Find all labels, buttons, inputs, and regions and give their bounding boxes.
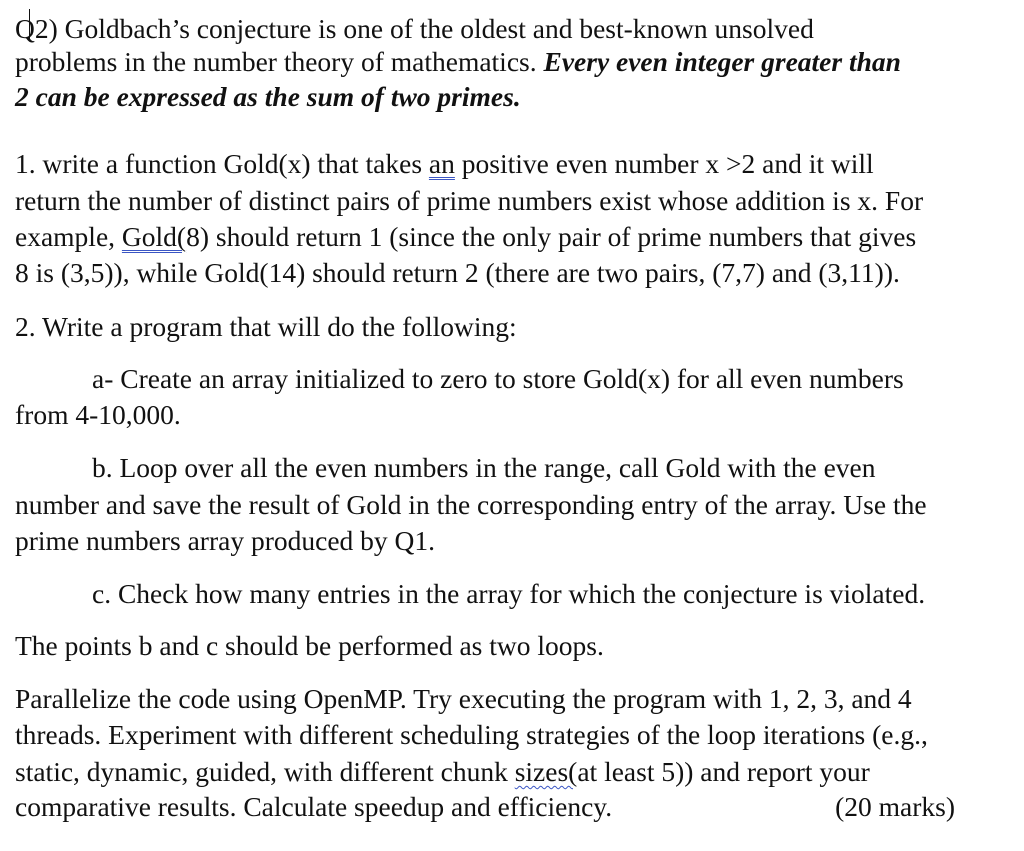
grammar-flag-gold: Gold(	[121, 221, 187, 252]
part1-line-4: 8 is (3,5)), while Gold(14) should return 2 (there are two pairs, (7,7) and (3,11)).	[15, 257, 900, 288]
part2-a-line-1: a- Create an array initialized to zero to store Gold(x) for all even numbers	[92, 363, 904, 394]
question-line-3: 2 can be expressed as the sum of two primes.	[15, 81, 521, 112]
part2-b-line-2: number and save the result of Gold in the corresponding entry of the array. Use the	[15, 489, 927, 520]
question-line-1: Q2) Goldbach’s conjecture is one of the oldest and best-known unsolved	[15, 13, 814, 44]
part1-line-2: return the number of distinct pairs of prime numbers exist whose addition is x. For	[15, 185, 924, 216]
parallel-line-2: threads. Experiment with different scheduling strategies of the loop iterations (e.g.,	[15, 719, 928, 750]
parallel-line-1: Parallelize the code using OpenMP. Try executing the program with 1, 2, 3, and 4	[15, 683, 912, 714]
part1-line-3: example, Gold(8) should return 1 (since the only pair of prime numbers that gives	[15, 221, 917, 252]
part2-heading: 2. Write a program that will do the following:	[15, 311, 517, 342]
part2-b-line-1: b. Loop over all the even numbers in the range, call Gold with the even	[92, 452, 876, 483]
spelling-flag-sizes: sizes(	[514, 756, 578, 787]
question-line-2: problems in the number theory of mathematics. Every even integer greater than	[15, 46, 901, 77]
part2-b-line-3: prime numbers array produced by Q1.	[15, 525, 436, 556]
parallel-line-4: comparative results. Calculate speedup and efficiency.	[15, 791, 613, 822]
grammar-flag-an: an	[428, 148, 455, 179]
part2-a-line-2: from 4-10,000.	[15, 399, 181, 430]
parallel-line-3: static, dynamic, guided, with different chunk sizes(at least 5)) and report your	[15, 756, 870, 787]
part2-c-line-1: c. Check how many entries in the array for which the conjecture is violated.	[92, 578, 926, 609]
marks-label: (20 marks)	[835, 791, 955, 822]
conjecture-statement: Every even integer greater than	[543, 46, 901, 77]
loops-note: The points b and c should be performed as two loops.	[15, 630, 604, 661]
part1-line-1: 1. write a function Gold(x) that takes an positive even number x >2 and it will	[15, 148, 874, 179]
